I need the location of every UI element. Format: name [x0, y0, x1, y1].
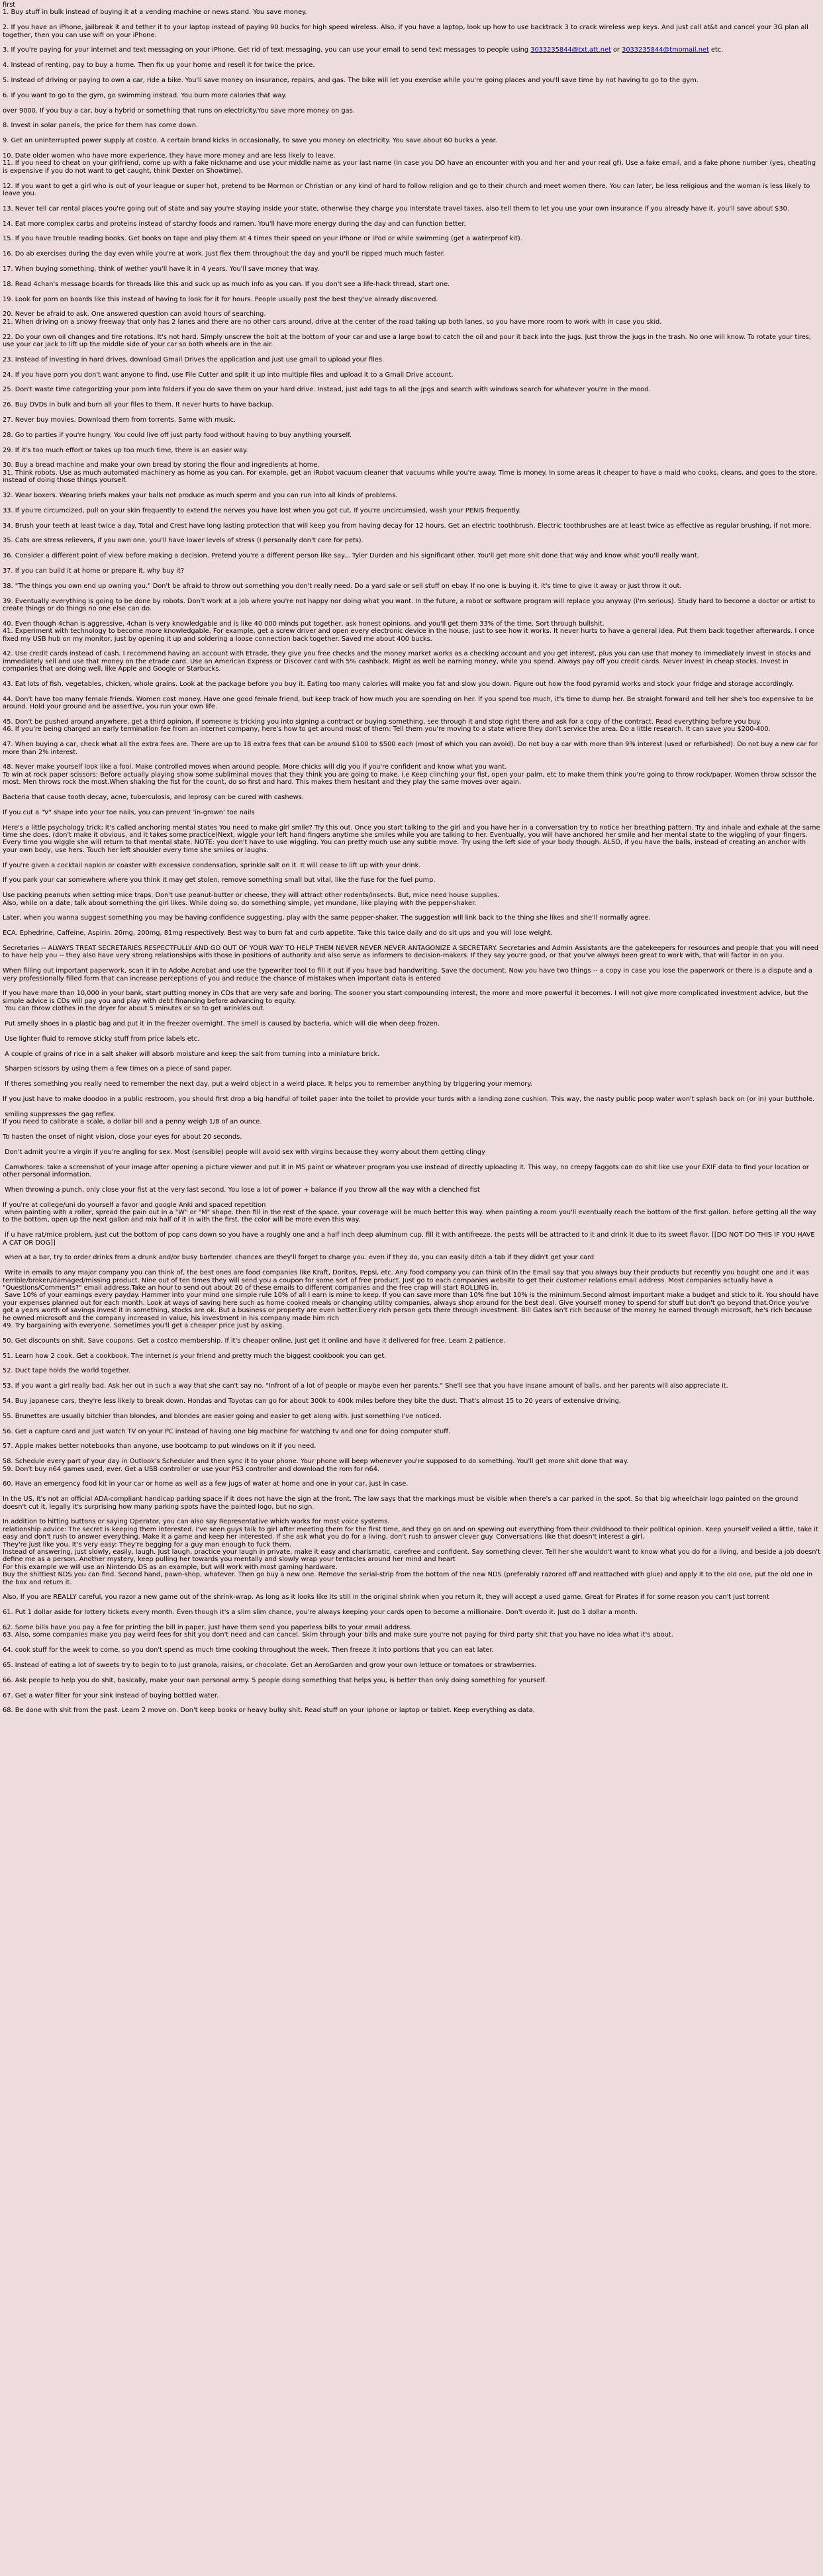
- text-line: 67. Get a water filter for your sink instead of buying bottled water.: [3, 1692, 219, 1699]
- text-line: 40. Even though 4chan is aggressive, 4chan is very knowledgable and is like 40 000 minds put together, ask honest opinions, and you'll get them 33% of the time. Sort through bullshit.: [3, 620, 605, 628]
- text-line: 5. Instead of driving or paying to own a car, ride a bike. You'll save money on insurance, repairs, and gas. The bike will let you exercise while you're going places and you'll save time by not having to go to the gym.: [3, 77, 699, 84]
- blank-line: [3, 115, 821, 122]
- text-line: 38. "The things you own end up owning you." Don't be afraid to throw out something you don't really need. Do a yard sale or sell stuff on ebay. If no one is buying it, it's time to give it away or just throw it out.: [3, 582, 682, 590]
- text-line: 30. Buy a bread machine and make your own bread by storing the flour and ingredients at home.: [3, 461, 320, 469]
- blank-line: [3, 326, 821, 333]
- text-line: 34. Brush your teeth at least twice a day. Total and Crest have long lasting protection that will keep you from having decay for 12 hours. Get an electric toothbrush. Electric toothbrushes are at least twice as effective as regular brushing, if not more.: [3, 522, 812, 530]
- blank-line: [3, 1043, 821, 1050]
- text-line: 1. Buy stuff in bulk instead of buying it at a vending machine or news stand. You save money.: [3, 9, 307, 17]
- blank-line: [3, 1654, 821, 1662]
- text-line: 8. Invest in solar panels, the price for them has come down.: [3, 122, 199, 130]
- text-line: 36. Consider a different point of view before making a decision. Pretend you're a different person like say... Tyler Durden and his significant other. You'll get more shit done that way and know what you'll really want.: [3, 552, 699, 560]
- text-line: 55. Brunettes are usually bitchier than blondes, and blondes are easier going and easier to get along with. Just something I've noticed.: [3, 1412, 442, 1420]
- blank-line: [3, 801, 821, 808]
- blank-line: [3, 288, 821, 295]
- blank-line: [3, 99, 821, 107]
- text-line: 59. Don't buy n64 games used, ever. Get a USB controller or use your PS3 controller and download the rom for n64.: [3, 1465, 380, 1473]
- blank-line: [3, 1013, 821, 1020]
- blank-line: [3, 1375, 821, 1382]
- text-line: 47. When buying a car, check what all the extra fees are. There are up to 18 extra fees that can be around $100 to $500 each (most of which you can avoid). Do not buy a car with more than 9% interest (used or refurbished). Do not buy a new car for more than 2% interest.: [3, 741, 820, 756]
- blank-line: [3, 1405, 821, 1412]
- blank-line: [3, 1488, 821, 1496]
- email-link[interactable]: 3033235844@tmomail.net: [622, 46, 709, 54]
- blank-line: [3, 454, 821, 461]
- text-line: 45. Don't be pushed around anywhere, get a third opinion, if someone is tricking you into signing a contract or buying something, see through it and stop right there and ask for a copy of the contract. Read everything before you buy.: [3, 718, 761, 726]
- blank-line: [3, 514, 821, 522]
- text-line: To hasten the onset of night vision, close your eyes for about 20 seconds.: [3, 1133, 242, 1141]
- text-line: 61. Put 1 dollar aside for lottery tickets every month. Even though it's a slim slim chance, you're always keeping your cards open to become a millionaire. Don't overdo it. Just do 1 dollar a month.: [3, 1609, 638, 1617]
- text-line: 63. Also, some companies make you pay weird fees for shit you don't need and can cancel. Skim through your bills and make sure you're not paying for third party shit that you have no idea what it's about.: [3, 1631, 673, 1639]
- text-line: If you park your car somewhere where you think it may get stolen, remove something small but vital, like the fuse for the fuel pump.: [3, 877, 436, 884]
- text-line: If you have more than 10,000 in your bank, start putting money in CDs that are very safe and boring. The sooner you start compounding interest, the more and more powerful it becomes. I will not give more complicated investment advice, but the simple advice is CDs will pay you and play with debt financing before advancing to equity.: [3, 990, 810, 1005]
- text-line: 37. If you can build it at home or prepare it, why buy it?: [3, 567, 185, 575]
- blank-line: [3, 1586, 821, 1594]
- blank-line: [3, 1247, 821, 1254]
- text-line: 6. If you want to go to the gym, go swimming instead. You burn more calories that way.: [3, 91, 287, 99]
- blank-line: [3, 273, 821, 280]
- text-line: 9. Get an uninterrupted power supply at costco. A certain brand kicks in occasionally, to save you money on electricity. You save about 60 bucks a year.: [3, 137, 497, 145]
- text-line: 35. Cats are stress relievers, if you own one, you'll have lower levels of stress (I personally don't care for pets).: [3, 537, 363, 545]
- blank-line: [3, 303, 821, 310]
- text-line: 23. Instead of investing in hard drives, download Gmail Drives the application and just use gmail to upload your files.: [3, 356, 385, 363]
- blank-line: [3, 439, 821, 446]
- text-line: Bacteria that cause tooth decay, acne, tuberculosis, and leprosy can be cured with cashews.: [3, 793, 304, 801]
- text-line: over 9000. If you buy a car, buy a hybrid or something that runs on electricity.You save more money on gas.: [3, 107, 355, 115]
- blank-line: [3, 1103, 821, 1110]
- blank-line: [3, 560, 821, 567]
- text-line: 68. Be done with shit from the past. Learn 2 move on. Don't keep books or heavy bulky shit. Read stuff on your iphone or laptop or tablet. Keep everything as data.: [3, 1707, 535, 1715]
- blank-line: [3, 485, 821, 492]
- text-line: Camwhores: take a screenshot of your image after opening a picture viewer and put it in MS paint or whatever program you use instead of directly uploading it. This way, no creepy faggots can do shit like use your EXIF data to find your location or other personal information.: [3, 1163, 811, 1178]
- text-line: 65. Instead of eating a lot of sweets try to begin to to just granola, raisins, or chocolate. Get an AeroGarden and grow your own lettuce or tomatoes or strawberries.: [3, 1662, 537, 1670]
- blank-line: [3, 84, 821, 91]
- text-line: 18. Read 4chan's message boards for threads like this and suck up as much info as you can. If you don't see a life-hack thread, start one.: [3, 280, 450, 288]
- text-line: 42. Use credit cards instead of cash. I recommend having an account with Etrade, they give you free checks and the money market works as a checking account and you get interest, plus you can use that money to immediately invest in stocks and immediately sell and use that money on the etrade card. Use an American Express or Discover card with 5% cashback. Might as well be earning money, while you spend. Always pay off you credit cards. Never invest in cheap stocks. Invest in companies that are doing well, like Apple and Google or Starbucks.: [3, 650, 813, 673]
- text-line: if u have rat/mice problem, just cut the bottom of pop cans down so you have a roughly one and a half inch deep aluminum cup. fill it with antifreeze. the pests will be attracted to it and drink it due to its sweet flavor. [[DO NOT DO THIS IF YOU HAVE A CAT OR DOG]]: [3, 1231, 817, 1247]
- blank-line: [3, 1058, 821, 1065]
- text-line: 53. If you want a girl really bad. Ask her out in such a way that she can't say no. "Infront of a lot of people or maybe even her parents." She'll see that you have insane amount of balls, and her parents will also appreciate it.: [3, 1382, 728, 1390]
- blank-line: [3, 869, 821, 877]
- text-line: Use packing peanuts when setting mice traps. Don't use peanut-butter or cheese, they will attract other rodents/insects. But, mice need house supplies.: [3, 892, 500, 900]
- text-line: 50. Get discounts on shit. Save coupons. Get a costco membership. If it's cheaper online, just get it online and have it delivered for free. Learn 2 patience.: [3, 1337, 505, 1345]
- text-line: 58. Schedule every part of your day in Outlook's Scheduler and then sync it to your phone. Your phone will beep whenever you're supposed to do something. You'll get more shit done that way.: [3, 1458, 629, 1466]
- text-line: Secretaries -- ALWAYS TREAT SECRETARIES RESPECTFULLY AND GO OUT OF YOUR WAY TO HELP THEM NEVER NEVER NEVER ANTAGONIZE A SECRETARY. Secretaries and Admin Assistants are the gatekeepers for resources and people that you will need to have help you -- they also have very strong relationships with those in positions of authority and also serve as informers to decision-makers. If they say you're good, or that you've always been great to work with, that will factor in on you.: [3, 944, 821, 960]
- text-line: smiling suppresses the gag reflex.: [3, 1110, 117, 1118]
- text-line: 44. Don't have too many female friends. Women cost money. Have one good female friend, but keep track of how much you are spending on her. If you spend too much, it's time to dump her. Be straight forward and tell her she's too expensive to be around. Hold your ground and be assertive, you run your own life.: [3, 695, 816, 711]
- blank-line: [3, 854, 821, 861]
- blank-line: [3, 1601, 821, 1609]
- text-line: 10. Date older women who have more experience, they have more money and are less likely to leave.: [3, 152, 336, 160]
- text-line: 51. Learn how 2 cook. Get a cookbook. The internet is your friend and pretty much the biggest cookbook you can get.: [3, 1352, 387, 1360]
- text-line: Save 10% of your earnings every payday. Hammer into your mind one simple rule 10% of all I earn is mine to keep. If you can save more than 10% fine but 10% is the minimum.Second almost important make a budget and stick to it. You should have your expenses planned out for each month. Look at ways of saving here such as home cooked meals or changing utility companies, always shop around for the best deal. Give yourself money to spend for stuff but don't go beyond that.Once you've got a years worth of savings invest it in something, stocks are ok. But a business or property are even better.Every rich person gets there through investment. Bill Gates isn't rich because of the money he earned through microsoft, he's rich because he owned microsoft and the company increased in value, his investment in his company made him rich: [3, 1292, 821, 1322]
- text-line: first: [3, 1, 16, 9]
- blank-line: [3, 1639, 821, 1646]
- blank-line: [3, 499, 821, 506]
- text-line: 49. Try bargaining with everyone. Sometimes you'll get a cheaper price just by asking.: [3, 1322, 285, 1330]
- text-line: 26. Buy DVDs in bulk and burn all your files to them. It never hurts to have backup.: [3, 401, 274, 409]
- text-line: Here's a little psychology trick; it's called anchoring mental states You need to make girl smile? Try this out. Once you start talking to the girl and you have her in a conversation try to notice her breathing pattern. Try and inhale and exhale at the same time she does. (don't make it obvious, and it takes some practice)Next, wiggle your left hand fingers anytime she smiles while you are talking to her. Eventually, you will have anchored her smile and her mental state to the wiggling of your fingers. Every time you wiggle she will return to that mental state. NOTE: you don't have to use wiggling. You can pretty much use any subtle move. Try using the left side of your body though. ALSO, if you have the balls, instead of creating an anchor with your own body, use hers. Touch her left shoulder every time she smiles or laughs.: [3, 824, 822, 854]
- blank-line: [3, 1360, 821, 1367]
- text-line: Use lighter fluid to remove sticky stuff from price labels etc.: [3, 1035, 200, 1043]
- blank-line: [3, 1420, 821, 1427]
- blank-line: [3, 590, 821, 597]
- blank-line: [3, 197, 821, 205]
- blank-line: [3, 922, 821, 930]
- blank-line: [3, 363, 821, 371]
- text-line: 52. Duct tape holds the world together.: [3, 1367, 131, 1375]
- blank-line: [3, 1669, 821, 1676]
- blank-line: [3, 379, 821, 386]
- email-link[interactable]: 3033235844@txt.att.net: [530, 46, 611, 54]
- blank-line: [3, 1178, 821, 1186]
- blank-line: [3, 937, 821, 945]
- blank-line: [3, 39, 821, 46]
- blank-line: [3, 1345, 821, 1352]
- blank-line: [3, 575, 821, 582]
- blank-line: [3, 348, 821, 356]
- text-line: 56. Get a capture card and just watch TV on your PC instead of having one big machine for watching tv and one for doing computer stuff.: [3, 1427, 451, 1435]
- blank-line: [3, 1141, 821, 1148]
- text-line: 15. If you have trouble reading books. Get books on tape and play them at 4 times their speed on your iPhone or iPod or while swimming (get a waterproof kit).: [3, 235, 522, 243]
- text-line: 46. If you're being charged an early termination fee from an internet company, here's how to get around most of them: Tell them you're moving to a state where they don't service the area. Do a little research. It can save you $200-400.: [3, 726, 771, 734]
- blank-line: [3, 424, 821, 431]
- text-line: You can throw clothes in the dryer for about 5 minutes or so to get wrinkles out.: [3, 1005, 266, 1013]
- text-line: relationship advice: The secret is keeping them interested. I've seen guys talk to girl after meeting them for the first time, and they go on and on spewing out everything from their childhood to their political opinion. Keep yourself veiled a little, take it easy and don't rush to answer everything. Make it a game and keep her interested. If she ask what you do for a living, don't rush to answer clever guy. Conversations like that doesn't interest a girl.: [3, 1525, 820, 1541]
- blank-line: [3, 17, 821, 24]
- blank-line: [3, 1617, 821, 1624]
- blank-line: [3, 1451, 821, 1458]
- text-line: If you need to calibrate a scale, a dollar bill and a penny weigh 1/8 of an ounce.: [3, 1118, 262, 1126]
- text-line: when at a bar, try to order drinks from a drunk and/or busy bartender. chances are they'll forget to charge you. even if they do, you can easily ditch a tab if they didn't get your card: [3, 1254, 595, 1262]
- blank-line: [3, 1088, 821, 1096]
- blank-line: [3, 213, 821, 220]
- text-line: 29. If it's too much effort or takes up too much time, there is an easier way.: [3, 446, 248, 454]
- text-line: Write in emails to any major company you can think of, the best ones are food companies like Kraft, Doritos, Pepsi, etc. Any food company you can think of.In the Email say that you always buy their products but recently you bought one and it was terrible/broken/damaged/missing product. Nine out of ten times they will send you a coupon for some sort of free product. Just go to each companies website to get their customer relations email address. Most companies actually have a "Questions/Comments?" email address.Take an hour to send out about 20 of these emails to different companies and the free crap will start ROLLING in.: [3, 1269, 812, 1292]
- blank-line: [3, 130, 821, 137]
- text-line: If you're at college/uni do yourself a favor and google Anki and spaced repetition: [3, 1201, 266, 1209]
- blank-line: [3, 884, 821, 892]
- text-line: 62. Some bills have you pay a fee for printing the bill in paper, just have them send you paperless bills to your email address.: [3, 1624, 412, 1632]
- text-line: 3. If you're paying for your internet and text messaging on your iPhone. Get rid of text messaging, you can use your email to send text messages to people using 3033235844@txt.att.net or 3033235844@tmomail.net etc.: [3, 46, 724, 54]
- blank-line: [3, 1511, 821, 1518]
- blank-line: [3, 145, 821, 152]
- text-line: 41. Experiment with technology to become more knowledgable. For example, get a screw driver and open every electronic device in the house, just to see how it works. It never hurts to have a general idea. Put them back together afterwards. I once fixed my USB hub on my monitor, just by opening it up and soldering a loose connection back together. Saved me about 400 bucks.: [3, 628, 817, 643]
- text-line: Also, while on a date, talk about something the girl likes. While doing so, do something simple, yet mundane, like playing with the pepper-shaker.: [3, 899, 477, 907]
- blank-line: [3, 1194, 821, 1201]
- text-line: 64. cook stuff for the week to come, so you don't spend as much time cooking throughout the week. Then freeze it into portions that you can eat later.: [3, 1646, 494, 1654]
- blank-line: [3, 258, 821, 265]
- blank-line: [3, 816, 821, 824]
- text-line: 17. When buying something, think of wether you'll have it in 4 years. You'll save money that way.: [3, 265, 320, 273]
- text-line: If you're given a cocktail napkin or coaster with excessive condensation, sprinkle salt on it. It will cease to lift up with your drink.: [3, 861, 421, 869]
- blank-line: [3, 1262, 821, 1269]
- blank-line: [3, 756, 821, 763]
- text-line: 22. Do your own oil changes and tire rotations. It's not hard. Simply unscrew the bolt at the bottom of your car and use a large bowl to catch the oil and pour it back into the jugs. Just throw the jugs in the trash. No one will know. To rotate your tires, use your car jack to lift up the middle side of your car so both wheels are in the air.: [3, 333, 814, 348]
- blank-line: [3, 612, 821, 620]
- blank-line: [3, 787, 821, 794]
- blank-line: [3, 70, 821, 77]
- text-line: 11. If you need to cheat on your girlfriend, come up with a fake nickname and use your middle name as your last name (in case you DO have an encounter with you and her and your real gf). Use a fake email, and a fake phone number (yes, cheating is expensive if you do not want to get caught, think Dexter on Showtime).: [3, 160, 818, 175]
- blank-line: [3, 1073, 821, 1080]
- text-line: 32. Wear boxers. Wearing briefs makes your balls not produce as much sperm and you can run into all kinds of problems.: [3, 491, 398, 499]
- text-line: If theres something you really need to remember the next day, put a weird object in a weird place. It helps you to remember anything by triggering your memory.: [3, 1080, 532, 1088]
- blank-line: [3, 907, 821, 914]
- blank-line: [3, 1699, 821, 1707]
- blank-line: [3, 1329, 821, 1337]
- blank-line: [3, 688, 821, 695]
- text-line: 43. Eat lots of fish, vegetables, chicken, whole grains. Look at the package before you buy it. Eating too many calories will make you fat and slow you down. Figure out how the food pyramid works and stock your fridge and storage accordingly.: [3, 680, 794, 688]
- blank-line: [3, 1435, 821, 1443]
- blank-line: [3, 1126, 821, 1133]
- blank-line: [3, 982, 821, 990]
- text-line: For this example we will use an Nintendo DS as an example, but will work with most gaming hardware.: [3, 1563, 338, 1571]
- blank-line: [3, 1224, 821, 1231]
- text-line: 4. Instead of renting, pay to buy a home. Then fix up your home and resell it for twice the price.: [3, 62, 315, 70]
- text-line: Later, when you wanna suggest something you may be having confidence suggesting, play with the same pepper-shaker. The suggestion will link back to the thing she likes and she'll normally agree.: [3, 914, 651, 922]
- text-line: When throwing a punch, only close your fist at the very last second. You lose a lot of power + balance if you throw all the way with a clenched fist: [3, 1186, 480, 1194]
- text-line: 14. Eat more complex carbs and proteins instead of starchy foods and ramen. You'll have more energy during the day and can function better.: [3, 220, 466, 228]
- blank-line: [3, 228, 821, 235]
- text-line: In the US, it's not an official ADA-compliant handicap parking space if it does not have the sign at the front. The law says that the markings must be visible when there's a car parked in the spot. So that big wheelchair logo painted on the ground doesn't cut it, legally it's surprising how many parking spots have the painted logo, but no sign.: [3, 1496, 800, 1511]
- text-line: 60. Have an emergency food kit in your car or home as well as a few jugs of water at home and one in your car, just in case.: [3, 1480, 409, 1488]
- text-line: 28. Go to parties if you're hungry. You could live off just party food without having to buy anything yourself.: [3, 431, 352, 439]
- text-line: They're just like you. It's very easy: They're begging for a guy man enough to fuck them.: [3, 1541, 291, 1549]
- text-line: When filling out important paperwork, scan it in to Adobe Acrobat and use the typewriter tool to fill it out if you have bad handwriting. Save the document. Now you have two things -- a copy in case you lose the paperwork or there is a dispute and a very professionally filled form that can increase perceptions of you and reduce the chance of mistakes when important data is entered: [3, 967, 815, 982]
- text-line: Also, If you are REALLY careful, you razor a new game out of the shrink-wrap. As long as it looks like its still in the original shrink when you return it, they will accept a used game. Great for Pirates if for some reason you can't just torrent: [3, 1594, 769, 1601]
- text-line: ECA. Ephedrine, Caffeine, Aspirin. 20mg, 200mg, 81mg respectively. Best way to burn fat and curb appetite. Take this twice daily and do sit ups and you will lose weight.: [3, 930, 553, 937]
- blank-line: [3, 175, 821, 182]
- blank-line: [3, 409, 821, 416]
- text-line: Buy the shittiest NDS you can find. Second hand, pawn-shop, whatever. Then go buy a new one. Remove the serial-strip from the bottom of the new NDS (preferably razored off and reattached with glue) and apply it to the old one, put the old one in the box and return it.: [3, 1571, 815, 1586]
- blank-line: [3, 243, 821, 250]
- text-line: 16. Do ab exercises during the day even while you're at work. Just flex them throughout the day and you'll be ripped much much faster.: [3, 250, 446, 258]
- blank-line: [3, 530, 821, 537]
- text-line: 66. Ask people to help you do shit, basically, make your own personal army. 5 people doing something that helps you, is better than only doing something for yourself.: [3, 1676, 547, 1684]
- blank-line: [3, 1156, 821, 1163]
- text-line: 33. If you're circumcized, pull on your skin frequently to extend the nerves you have lost when you got cut. If you're uncircumsied, wash your PENIS frequently.: [3, 506, 521, 514]
- text-line: 54. Buy japanese cars, they're less likely to break down. Hondas and Toyotas can go for about 300k to 400k miles before they bite the dust. That's almost 15 to 20 years of extensive driving.: [3, 1398, 621, 1406]
- blank-line: [3, 1684, 821, 1692]
- text-line: 31. Think robots. Use as much automated machinery as home as you can. For example, get an iRobot vacuum cleaner that vacuums while you're away. Time is money. In some areas it cheaper to have a maid who cooks, cleans, and goes to the store, instead of doing those things yourself.: [3, 469, 820, 485]
- text-line: If you just have to make doodoo in a public restroom, you should first drop a big handful of toilet paper into the toilet to provide your turds with a landing zone cushion. This way, the nasty public poop water won't splash back on (or in) your butthole.: [3, 1095, 815, 1103]
- text-line: 20. Never be afraid to ask. One answered question can avoid hours of searching.: [3, 310, 266, 318]
- text-line: 19. Look for porn on boards like this instead of having to look for it for hours. People usually post the best they've already discovered.: [3, 295, 438, 303]
- text-line: Instead of answering, just slowly, easily, laugh. Just laugh, practice your laugh in private, make it easy and charismatic, carefree and confident. Say something clever. Tell her she wouldn't want to know what you do for a living, and beside a job doesn't define me as a person. Another mystery, keep pulling her towards you mentally and slowly wrap your tentacles around her mind and heart: [3, 1549, 823, 1564]
- blank-line: [3, 643, 821, 650]
- text-line: 57. Apple makes better notebooks than anyone, use bootcamp to put windows on it if you need.: [3, 1443, 316, 1451]
- text-line: 12. If you want to get a girl who is out of your league or super hot, pretend to be Mormon or Christian or any kind of hard to follow religion and go to their church and meet women there. You can later, be less religious and the woman is less likely to leave you.: [3, 182, 812, 197]
- text-line: 21. When driving on a snowy freeway that only has 2 lanes and there are no other cars around, drive at the center of the road taking up both lanes, so you have more room to work with in case you skid.: [3, 318, 662, 326]
- blank-line: [3, 960, 821, 967]
- text-line: If you cut a "V" shape into your toe nails, you can prevent 'in-grown' toe nails: [3, 808, 255, 816]
- blank-line: [3, 711, 821, 718]
- text-line: 48. Never make yourself look like a fool. Make controlled moves when around people. More chicks will dig you if you're confident and know what you want.: [3, 763, 507, 771]
- text-line: 27. Never buy movies. Download them from torrents. Same with music.: [3, 416, 236, 424]
- text-line: 24. If you have porn you don't want anyone to find, use File Cutter and split it up into multiple files and upload it to a Gmail Drive account.: [3, 371, 454, 379]
- blank-line: [3, 1473, 821, 1480]
- blank-line: [3, 54, 821, 62]
- blank-line: [3, 545, 821, 552]
- text-line: 39. Eventually everything is going to be done by robots. Don't work at a job where you're not happy nor doing what you want. In the future, a robot or software program will replace you anyway (I'm serious). Study hard to become a doctor or artist to create things or do things no one else can do.: [3, 597, 818, 612]
- blank-line: [3, 1390, 821, 1398]
- text-line: Sharpen scissors by using them a few times on a piece of sand paper.: [3, 1065, 232, 1073]
- text-line: Put smelly shoes in a plastic bag and put it in the freezer overnight. The smell is caused by bacteria, which will die when deep frozen.: [3, 1020, 440, 1027]
- blank-line: [3, 1027, 821, 1035]
- blank-line: [3, 673, 821, 681]
- text-line: To win at rock paper scissors: Before actually playing show some subliminal moves that they think you are going to make. i.e Keep clinching your fist, open your palm, etc to make them think you're going to throw rock/paper. Women throw scissor the most. Men throws rock the most.When shaking the fist for the count, do so first and hard. This makes them hesitant and they play the same moves over again.: [3, 771, 819, 787]
- text-line: 2. If you have an iPhone, jailbreak it and tether it to your laptop instead of paying 90 bucks for high speed wireless. Also, if you have a laptop, look up how to use backtrack 3 to crack wireless wep keys. And just call at&t and cancel your 3G plan all together, then you can use wifi on your iPhone.: [3, 24, 810, 39]
- text-line: 25. Don't waste time categorizing your porn into folders if you do save them on your hard drive. Instead, just add tags to all the jpgs and search with windows search for whatever you're in the mood.: [3, 386, 651, 394]
- blank-line: [3, 734, 821, 741]
- text-line: A couple of grains of rice in a salt shaker will absorb moisture and keep the salt from turning into a miniature brick.: [3, 1050, 380, 1058]
- blank-line: [3, 394, 821, 401]
- text-line: Don't admit you're a virgin if you're angling for sex. Most (sensible) people will avoid sex with virgins because they worry about them getting clingy: [3, 1148, 485, 1156]
- text-line: when painting with a roller, spread the pain out in a "W" or "M" shape. then fill in the rest of the space. your coverage will be much better this way. when painting a room you'll eventually reach the bottom of the first gallon. before getting all the way to the bottom, open up the next gallon and mix half of it in with the first. the color will be more even this way.: [3, 1208, 818, 1224]
- text-line: In addition to hitting buttons or saying Operator, you can also say Representative which works for most voice systems.: [3, 1518, 390, 1526]
- text-line: 13. Never tell car rental places you're going out of state and say you're staying inside your state, otherwise they charge you interstate travel taxes, also tell them to let you use your own insurance if you already have it, you'll save about $30.: [3, 205, 789, 213]
